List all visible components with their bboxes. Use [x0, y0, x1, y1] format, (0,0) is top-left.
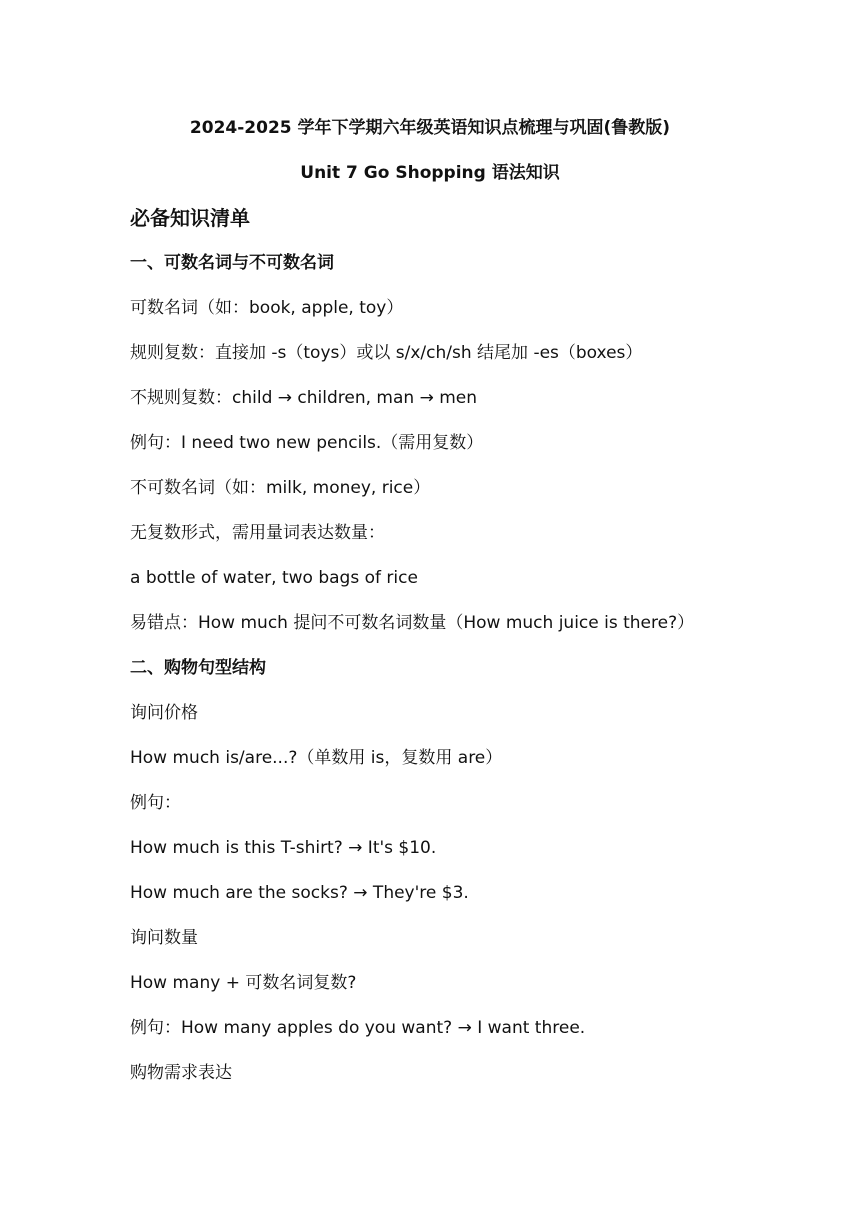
- text-line: 例句：: [130, 793, 181, 813]
- text-line: 购物需求表达: [130, 1063, 232, 1083]
- text-line: 不规则复数：child → children, man → men: [130, 388, 478, 408]
- text-line: 例句：I need two new pencils.（需用复数）: [130, 433, 484, 453]
- text-line: How much are the socks? → They're $3.: [130, 883, 469, 903]
- document-title: 2024-2025 学年下学期六年级英语知识点梳理与巩固(鲁教版): [189, 118, 671, 138]
- text-line: 易错点：How much 提问不可数名词数量（How much juice is there?）: [130, 613, 695, 633]
- text-line: How much is/are...?（单数用 is，复数用 are）: [130, 748, 503, 768]
- section-heading: 必备知识清单: [130, 206, 250, 230]
- text-line: 不可数名词（如：milk, money, rice）: [130, 478, 431, 498]
- text-line: How much is this T-shirt? → It's $10.: [130, 838, 437, 858]
- text-line: a bottle of water, two bags of rice: [130, 568, 418, 588]
- document-subtitle: Unit 7 Go Shopping 语法知识: [300, 163, 560, 183]
- text-line: 规则复数：直接加 -s（toys）或以 s/x/ch/sh 结尾加 -es（boxes）: [130, 343, 643, 363]
- text-line: 询问数量: [130, 928, 198, 948]
- text-line: How many + 可数名词复数?: [130, 973, 357, 993]
- part2-heading: 二、购物句型结构: [130, 658, 266, 678]
- text-line: 例句：How many apples do you want? → I want three.: [130, 1018, 586, 1038]
- text-line: 无复数形式，需用量词表达数量：: [130, 523, 385, 543]
- part1-heading: 一、可数名词与不可数名词: [130, 253, 334, 273]
- text-line: 可数名词（如：book, apple, toy）: [130, 298, 404, 318]
- text-line: 询问价格: [130, 703, 198, 723]
